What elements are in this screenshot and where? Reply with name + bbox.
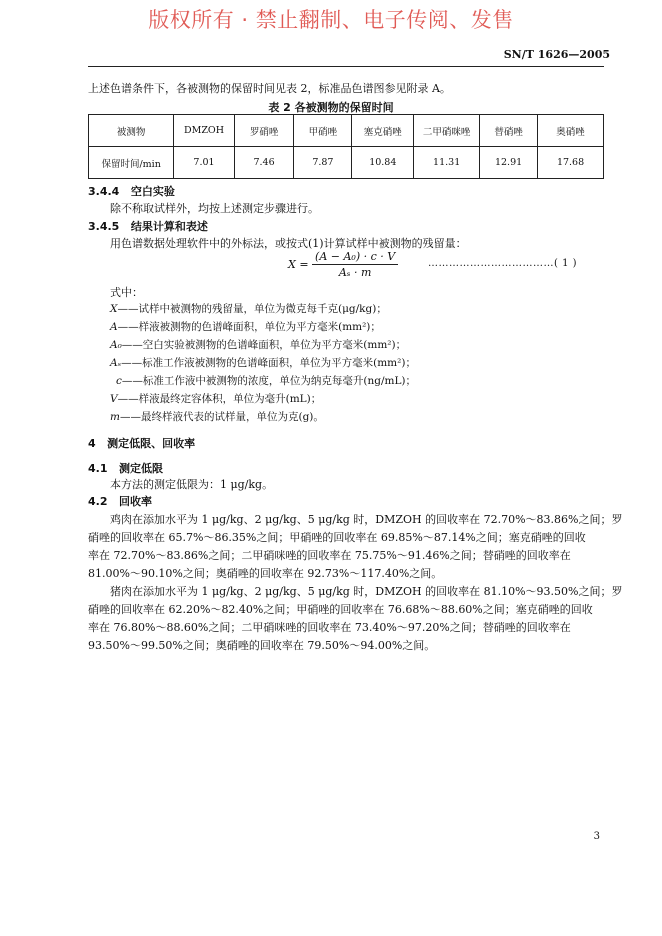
header-rule (88, 66, 604, 67)
formula-denominator: Aₛ · m (338, 266, 372, 279)
table-caption: 表 2 各被测物的保留时间 (268, 101, 394, 114)
section-number: 3.4.4 (88, 185, 120, 198)
value-cell: 7.87 (294, 147, 352, 179)
section-title: 测定低限 (119, 462, 163, 475)
definition-text: ——标准工作液被测物的色谱峰面积，单位为平方毫米(mm²)； (121, 357, 416, 369)
definition-symbol: V (110, 393, 118, 405)
definition-item (116, 373, 416, 388)
header-cell: 甲硝唑 (294, 115, 352, 147)
value-cell: 7.01 (174, 147, 234, 179)
section-3-4-4-text: 除不称取试样外，均按上述测定步骤进行。 (110, 202, 319, 215)
definition-symbol: m (110, 411, 120, 423)
formula-lhs: X = (288, 258, 309, 271)
section-number: 4.2 (88, 495, 108, 508)
section-4-2-heading (88, 493, 152, 509)
recovery-line: 猪肉在添加水平为 1 μg/kg、2 μg/kg、5 μg/kg 时，DMZOH 的回收率在 81.10%～93.50%之间；罗 (110, 585, 623, 598)
definition-item (110, 319, 381, 334)
section-3-4-4-heading (88, 183, 175, 199)
recovery-line: 81.00%～90.10%之间；奥硝唑的回收率在 92.73%～117.40%之间。 (88, 567, 443, 580)
definition-item (110, 337, 406, 352)
recovery-line: 硝唑的回收率在 62.20%～82.40%之间；甲硝唑的回收率在 76.68%～88.60%之间；塞克硝唑的回收 (88, 603, 593, 616)
section-3-4-5-text: 用色谱数据处理软件中的外标法，或按式(1)计算试样中被测物的残留量： (110, 237, 467, 250)
copyright-banner: 版权所有 · 禁止翻制、电子传阅、发售 (148, 8, 514, 32)
definition-symbol: c (116, 375, 122, 387)
formula-numerator: (A − A₀) · c · V (312, 250, 398, 265)
section-3-4-5-heading (88, 218, 208, 234)
definition-item (110, 301, 387, 316)
equation-number (428, 258, 577, 269)
definition-text: ——样液最终定容体积，单位为毫升(mL)； (117, 393, 322, 405)
row-label-cell: 保留时间/min (89, 147, 174, 179)
recovery-line: 鸡肉在添加水平为 1 μg/kg、2 μg/kg、5 μg/kg 时，DMZOH 的回收率在 72.70%～83.86%之间；罗 (110, 513, 623, 526)
equation-label: ( 1 ) (554, 258, 578, 269)
recovery-line: 率在 76.80%～88.60%之间；二甲硝咪唑的回收率在 73.40%～97.20%之间；替硝唑的回收率在 (88, 621, 571, 634)
section-number: 4 (88, 437, 96, 450)
page-number: 3 (593, 831, 600, 842)
definition-symbol: X (110, 303, 118, 315)
formula-1 (288, 250, 398, 279)
definition-symbol: A (110, 321, 118, 333)
section-4-heading (88, 435, 195, 451)
recovery-line: 率在 72.70%～83.86%之间；二甲硝咪唑的回收率在 75.75%～91.46%之间；替硝唑的回收率在 (88, 549, 571, 562)
formula-fraction (312, 250, 398, 279)
header-cell: 塞克硝唑 (352, 115, 414, 147)
definition-item (110, 409, 324, 424)
section-title: 结果计算和表述 (130, 220, 208, 233)
definition-symbol: A₀ (110, 339, 122, 351)
recovery-line: 93.50%～99.50%之间；奥硝唑的回收率在 79.50%～94.00%之间。 (88, 639, 436, 652)
section-4-1-text: 本方法的测定低限为：1 μg/kg。 (110, 478, 274, 491)
header-cell: 被测物 (89, 115, 174, 147)
definition-text: ——标准工作液中被测物的浓度，单位为纳克每毫升(ng/mL)； (121, 375, 417, 387)
definition-text: ——试样中被测物的残留量，单位为微克每千克(μg/kg)； (117, 303, 387, 315)
section-4-1-heading (88, 460, 163, 476)
header-cell: 替硝唑 (480, 115, 538, 147)
definition-symbol: Aₛ (110, 357, 122, 369)
definition-text: ——空白实验被测物的色谱峰面积，单位为平方毫米(mm²)； (121, 339, 407, 351)
value-cell: 10.84 (352, 147, 414, 179)
section-number: 3.4.5 (88, 220, 120, 233)
value-cell: 11.31 (414, 147, 480, 179)
definition-text: ——最终样液代表的试样量，单位为克(g)。 (119, 411, 324, 423)
value-cell: 7.46 (234, 147, 294, 179)
header-cell: 奥硝唑 (538, 115, 604, 147)
retention-time-table (88, 114, 604, 179)
section-title: 测定低限、回收率 (107, 437, 196, 450)
where-label: 式中： (110, 286, 143, 299)
equation-dots: ……………………………… (428, 258, 554, 269)
table-header-row (89, 115, 604, 147)
section-title: 回收率 (119, 495, 152, 508)
definition-item (110, 391, 321, 406)
header-cell: DMZOH (174, 115, 234, 147)
definition-item (110, 355, 416, 370)
section-title: 空白实验 (130, 185, 175, 198)
value-cell: 17.68 (538, 147, 604, 179)
value-cell: 12.91 (480, 147, 538, 179)
recovery-line: 硝唑的回收率在 65.7%～86.35%之间；甲硝唑的回收率在 69.85%～87.14%之间；塞克硝唑的回收 (88, 531, 586, 544)
section-number: 4.1 (88, 462, 108, 475)
definition-text: ——样液被测物的色谱峰面积，单位为平方毫米(mm²)； (117, 321, 381, 333)
table-row (89, 147, 604, 179)
header-cell: 罗硝唑 (234, 115, 294, 147)
header-cell: 二甲硝咪唑 (414, 115, 480, 147)
standard-number: SN/T 1626—2005 (503, 48, 610, 61)
intro-text: 上述色谱条件下，各被测物的保留时间见表 2，标准品色谱图参见附录 A。 (88, 82, 451, 95)
